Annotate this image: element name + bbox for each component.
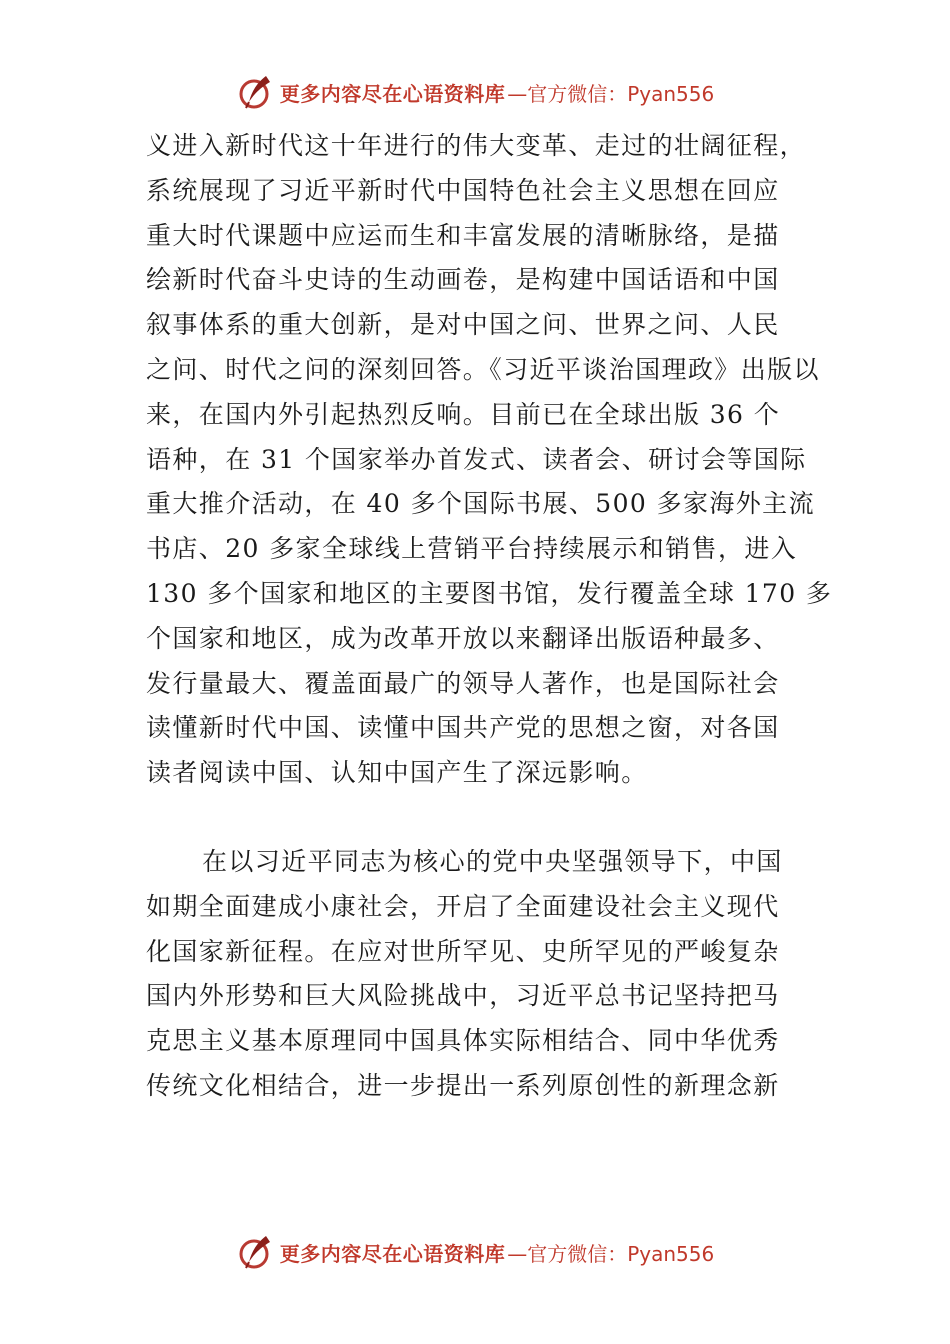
- text-line: 读懂新时代中国、读懂中国共产党的思想之窗，对各国: [146, 713, 780, 743]
- text-line: 传统文化相结合，进一步提出一系列原创性的新理念新: [146, 1070, 780, 1100]
- footer-brand-text: 更多内容尽在心语资料库: [279, 1241, 506, 1266]
- header-brand-text: 更多内容尽在心语资料库: [279, 81, 506, 106]
- text-line: 来，在国内外引起热烈反响。目前已在全球出版 36 个: [146, 399, 781, 429]
- quill-logo-icon: [236, 1232, 276, 1272]
- text-line: 读者阅读中国、认知中国产生了深远影响。: [146, 758, 648, 788]
- header-banner: [0, 70, 950, 114]
- quill-logo-icon: [236, 72, 276, 112]
- text-line: 重大推介活动，在 40 多个国际书展、500 多家海外主流: [146, 489, 815, 519]
- text-line: 克思主义基本原理同中国具体实际相结合、同中华优秀: [146, 1026, 780, 1056]
- text-line: 发行量最大、覆盖面最广的领导人著作，也是国际社会: [146, 668, 780, 698]
- text-line: 国内外形势和巨大风险挑战中，习近平总书记坚持把马: [146, 981, 780, 1011]
- text-line: 绘新时代奋斗史诗的生动画卷，是构建中国话语和中国: [146, 265, 780, 295]
- header-wechat-text: —官方微信：Pyan556: [507, 81, 715, 106]
- text-line: 系统展现了习近平新时代中国特色社会主义思想在回应: [146, 175, 780, 205]
- text-line: 之问、时代之问的深刻回答。《习近平谈治国理政》出版以: [146, 354, 820, 384]
- paragraph-spacer: [146, 796, 826, 840]
- text-line: 在以习近平同志为核心的党中央坚强领导下，中国: [202, 846, 783, 876]
- paragraph-1: [146, 124, 833, 796]
- text-line: 如期全面建成小康社会，开启了全面建设社会主义现代: [146, 891, 780, 921]
- text-line: 重大时代课题中应运而生和丰富发展的清晰脉络，是描: [146, 220, 780, 250]
- text-line: 130 多个国家和地区的主要图书馆，发行覆盖全球 170 多: [146, 578, 833, 608]
- footer-banner: [0, 1230, 950, 1274]
- document-body: [146, 124, 833, 1109]
- text-line: 义进入新时代这十年进行的伟大变革、走过的壮阔征程，: [146, 131, 807, 160]
- paragraph-2: [146, 840, 826, 1109]
- text-line: 语种，在 31 个国家举办首发式、读者会、研讨会等国际: [146, 444, 807, 474]
- footer-wechat-text: —官方微信：Pyan556: [507, 1241, 715, 1266]
- text-line: 化国家新征程。在应对世所罕见、史所罕见的严峻复杂: [146, 936, 780, 966]
- text-line: 叙事体系的重大创新，是对中国之问、世界之问、人民: [146, 310, 780, 340]
- text-line: 个国家和地区，成为改革开放以来翻译出版语种最多、: [146, 623, 780, 653]
- text-line: 书店、20 多家全球线上营销平台持续展示和销售，进入: [146, 534, 798, 564]
